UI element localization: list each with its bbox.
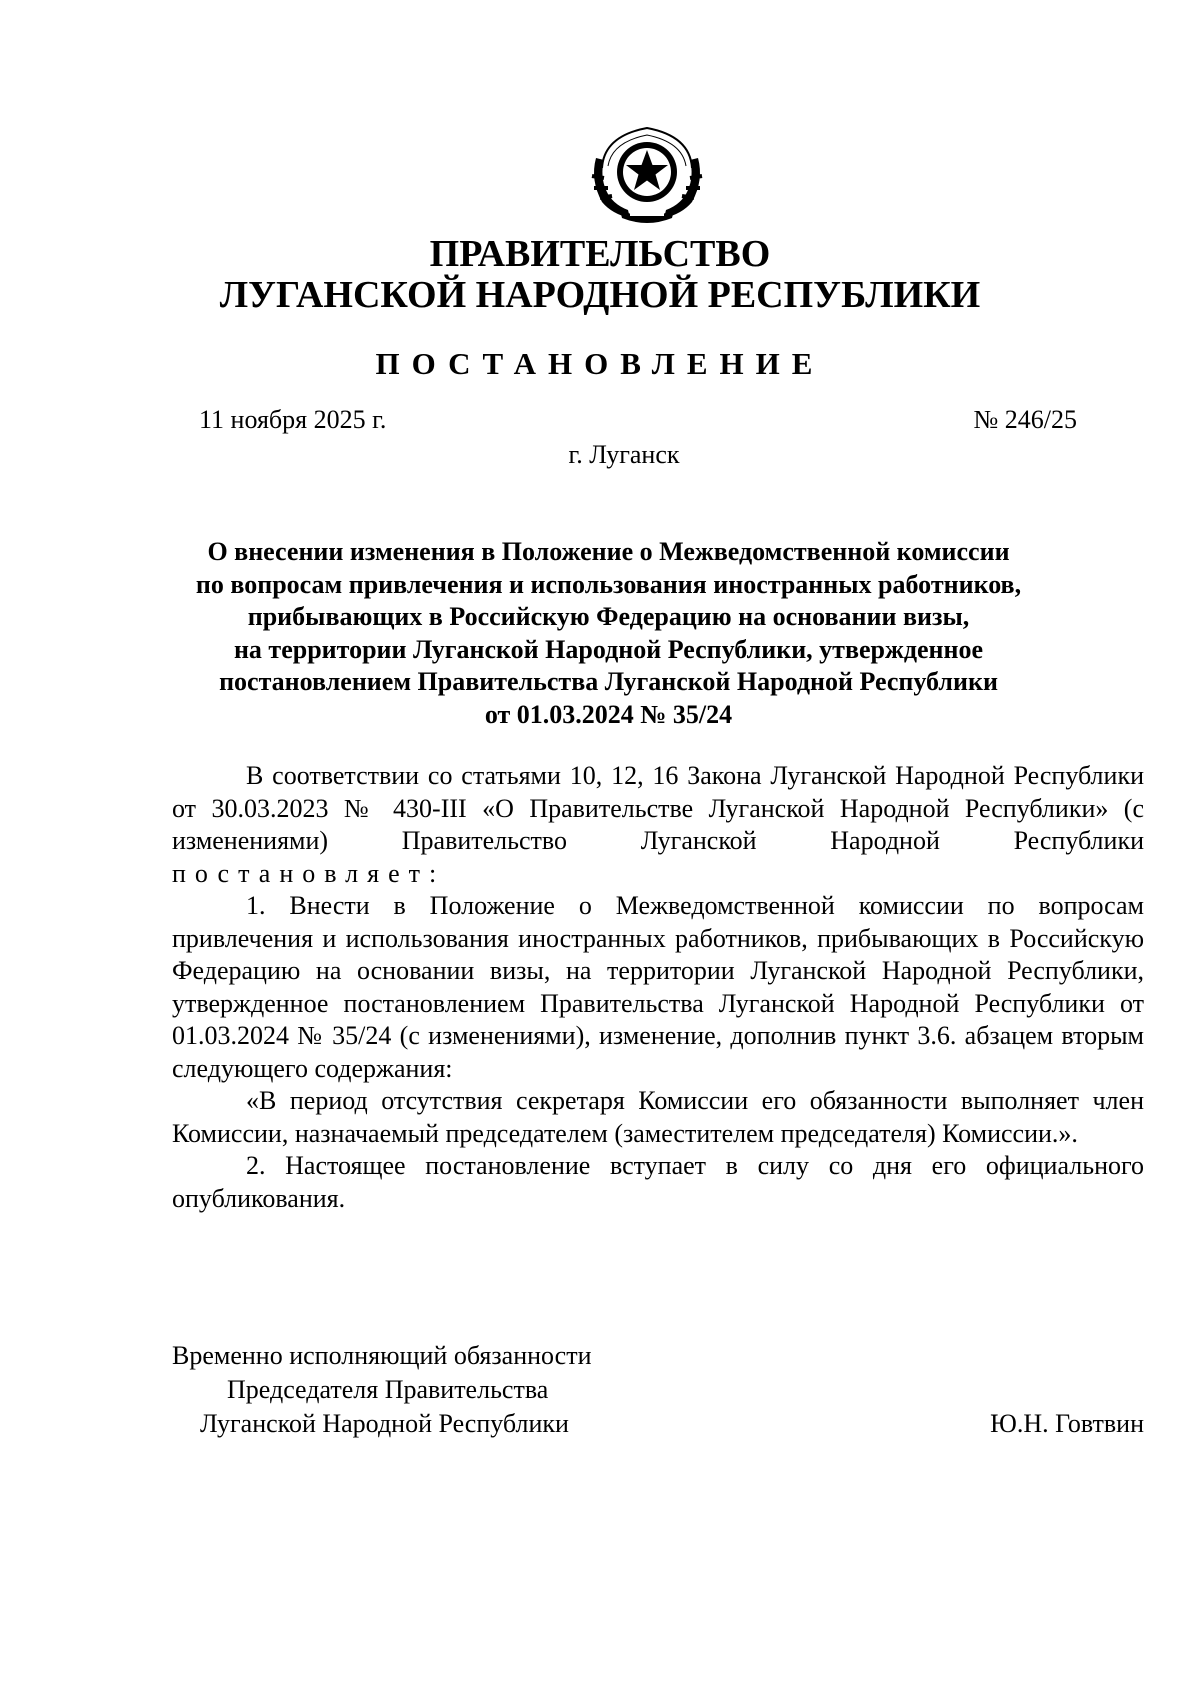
heading-line: на территории Луганской Народной Республики, утвержденное bbox=[233, 634, 984, 664]
signatory-title-line1: Временно исполняющий обязанности bbox=[172, 1341, 592, 1370]
preamble-paragraph bbox=[172, 760, 1144, 890]
luhansk-coat-of-arms-icon bbox=[582, 118, 712, 228]
heading-line: постановлением Правительства Луганской Народной Республики bbox=[219, 667, 998, 697]
document-date: 11 ноября 2025 г. bbox=[199, 405, 387, 434]
resolves-word: постановляет: bbox=[172, 858, 446, 888]
document-body bbox=[172, 760, 1144, 1215]
heading-line: от 01.03.2024 № 35/24 bbox=[484, 699, 733, 729]
document-number: № 246/25 bbox=[973, 405, 1077, 434]
signatory-title-line2: Председателя Правительства bbox=[227, 1375, 549, 1404]
document-heading bbox=[170, 536, 1047, 732]
signatory-name: Ю.Н. Говтвин bbox=[990, 1409, 1144, 1438]
quote-paragraph: «В период отсутствия секретаря Комиссии его обязанности выполняет член Комиссии, назначаемый председателем (заместителем председателя) Комиссии.». bbox=[172, 1086, 1144, 1148]
heading-line: прибывающих в Российскую Федерацию на основании визы, bbox=[247, 602, 970, 632]
signatory-title-line3: Луганской Народной Республики bbox=[200, 1409, 569, 1438]
document-city: г. Луганск bbox=[568, 440, 680, 469]
document-type: ПОСТАНОВЛЕНИЕ bbox=[375, 346, 825, 381]
government-title-line1: ПРАВИТЕЛЬСТВО bbox=[429, 233, 771, 275]
item-1-paragraph: 1. Внести в Положение о Межведомственной комиссии по вопросам привлечения и использования иностранных работников, прибывающих в Российскую Федерацию на основании визы, на территории Луганской Народной Республики, утвержденное постановлением Правительства Луганской Народной Республики от 01.03.2024 № 35/24 (с изменениями), изменение, дополнив пункт 3.6. абзацем вторым следующего содержания: bbox=[172, 891, 1144, 1083]
heading-line: О внесении изменения в Положение о Межведомственной комиссии bbox=[207, 537, 1010, 566]
preamble-text: В соответствии со статьями 10, 12, 16 Закона Луганской Народной Республики от 30.03.2023 № 430-III «О Правительстве Луганской Народной Республики» (с изменениями) Правительство Луганской Народной Республики bbox=[172, 761, 1144, 855]
item-2-paragraph: 2. Настоящее постановление вступает в силу со дня его официального опубликования. bbox=[172, 1151, 1144, 1213]
government-title-line2: ЛУГАНСКОЙ НАРОДНОЙ РЕСПУБЛИКИ bbox=[219, 274, 981, 316]
heading-line: по вопросам привлечения и использования иностранных работников, bbox=[195, 569, 1022, 599]
